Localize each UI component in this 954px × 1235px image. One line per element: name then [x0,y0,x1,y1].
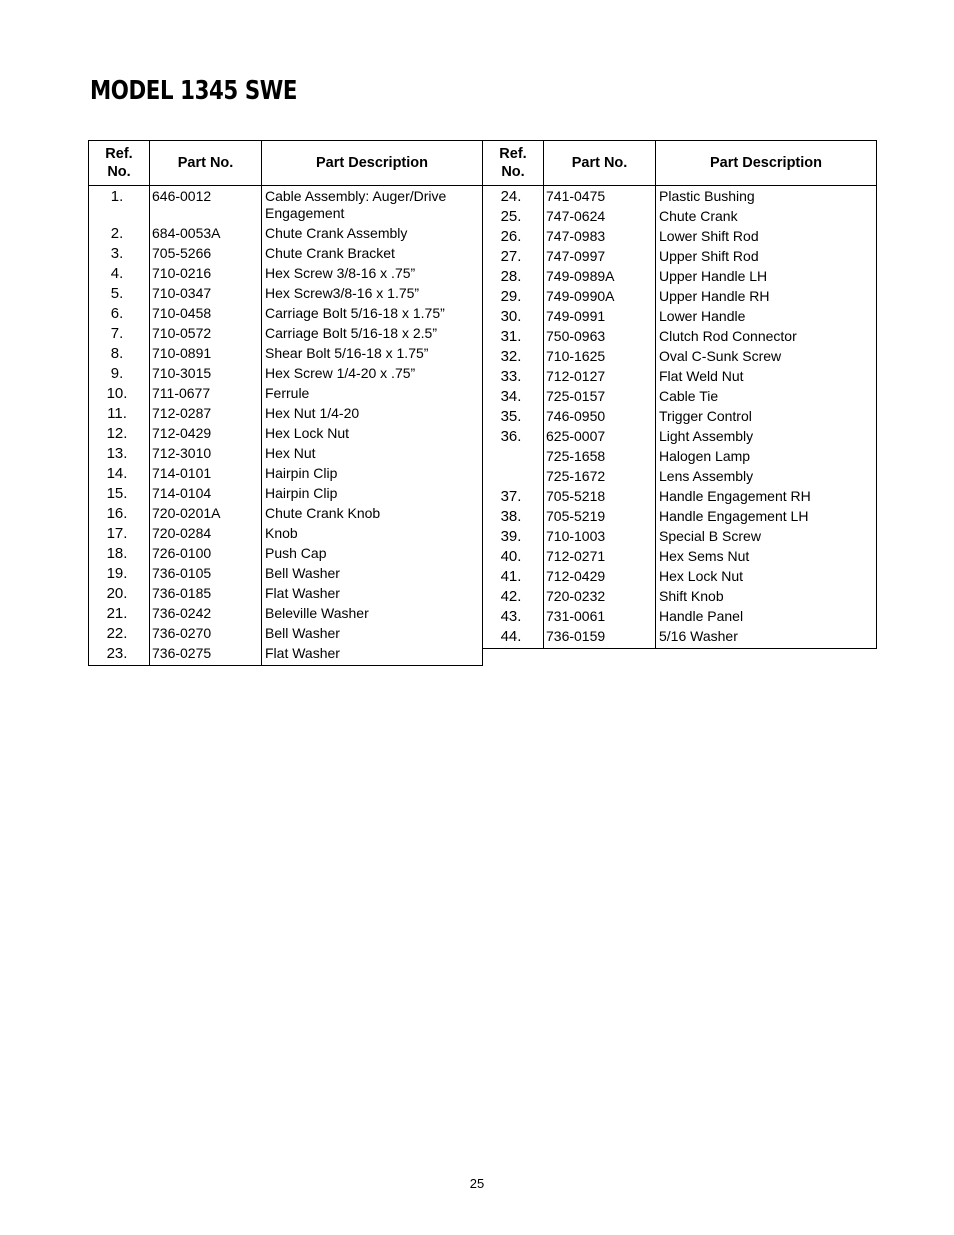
part-no-cell: 741-0475 [544,186,656,209]
part-description-cell: Hairpin Clip [262,465,483,485]
table-header-row [89,141,483,186]
part-no-cell: 625-0007 [544,428,656,448]
part-description-cell: Lower Handle [656,308,877,328]
table-row [89,465,483,485]
table-row [483,408,877,428]
ref-no-cell: 40. [483,548,544,568]
part-no-cell: 712-3010 [150,445,262,465]
ref-no-cell: 18. [89,545,150,565]
table-row [483,308,877,328]
ref-no-cell: 29. [483,288,544,308]
part-no-cell: 725-0157 [544,388,656,408]
table-row [89,225,483,245]
ref-no-cell: 16. [89,505,150,525]
part-no-cell: 712-0127 [544,368,656,388]
part-no-cell: 720-0201A [150,505,262,525]
table-row [89,405,483,425]
part-description-cell: Hex Screw 1/4-20 x .75” [262,365,483,385]
table-row [89,245,483,265]
part-description-cell: Trigger Control [656,408,877,428]
table-row [483,608,877,628]
part-no-cell: 736-0159 [544,628,656,649]
part-description-cell: Oval C-Sunk Screw [656,348,877,368]
table-row [89,305,483,325]
header-part-no: Part No. [150,141,262,186]
table-row [483,628,877,649]
part-no-cell: 705-5218 [544,488,656,508]
table-row [89,186,483,226]
parts-table-body [483,186,877,649]
part-description-cell: Flat Washer [262,585,483,605]
part-description-cell: Lower Shift Rod [656,228,877,248]
table-row [483,428,877,448]
part-no-cell: 705-5266 [150,245,262,265]
header-part-description: Part Description [656,141,877,186]
parts-table-right [482,140,877,649]
part-no-cell: 747-0624 [544,208,656,228]
ref-no-cell: 3. [89,245,150,265]
part-no-cell: 720-0232 [544,588,656,608]
part-no-cell: 714-0104 [150,485,262,505]
ref-no-cell: 7. [89,325,150,345]
part-description-cell: Push Cap [262,545,483,565]
part-description-cell: Light Assembly [656,428,877,448]
part-description-cell: Carriage Bolt 5/16-18 x 2.5” [262,325,483,345]
part-no-cell: 714-0101 [150,465,262,485]
part-no-cell: 750-0963 [544,328,656,348]
part-description-cell: Clutch Rod Connector [656,328,877,348]
ref-no-cell: 6. [89,305,150,325]
ref-no-cell: 41. [483,568,544,588]
part-no-cell: 705-5219 [544,508,656,528]
part-no-cell: 710-1003 [544,528,656,548]
part-no-cell: 736-0270 [150,625,262,645]
ref-no-cell: 36. [483,428,544,448]
part-no-cell: 731-0061 [544,608,656,628]
table-row [483,208,877,228]
table-row [483,268,877,288]
part-description-cell: Hex Screw 3/8-16 x .75” [262,265,483,285]
part-description-cell: Hex Nut 1/4-20 [262,405,483,425]
ref-no-cell: 13. [89,445,150,465]
ref-no-cell: 25. [483,208,544,228]
part-no-cell: 746-0950 [544,408,656,428]
part-description-cell: 5/16 Washer [656,628,877,649]
part-no-cell: 710-0458 [150,305,262,325]
ref-no-cell: 5. [89,285,150,305]
page-title: MODEL 1345 SWE [90,76,298,106]
part-no-cell: 736-0275 [150,645,262,666]
part-no-cell: 725-1672 [544,468,656,488]
part-description-cell: Chute Crank [656,208,877,228]
part-description-cell: Halogen Lamp [656,448,877,468]
parts-table-body [89,186,483,666]
ref-no-cell: 39. [483,528,544,548]
ref-no-cell: 42. [483,588,544,608]
part-description-cell: Cable Assembly: Auger/Drive Engagement [262,186,483,226]
header-part-no: Part No. [544,141,656,186]
part-no-cell: 749-0991 [544,308,656,328]
part-description-cell: Carriage Bolt 5/16-18 x 1.75” [262,305,483,325]
ref-no-cell: 31. [483,328,544,348]
table-row [483,568,877,588]
part-description-cell: Flat Washer [262,645,483,666]
part-no-cell: 749-0989A [544,268,656,288]
table-row [483,448,877,468]
part-no-cell: 736-0185 [150,585,262,605]
part-no-cell: 725-1658 [544,448,656,468]
ref-no-cell: 27. [483,248,544,268]
ref-no-cell: 33. [483,368,544,388]
table-row [89,325,483,345]
ref-no-cell: 35. [483,408,544,428]
table-row [483,508,877,528]
header-ref-no: Ref. No. [89,141,150,186]
table-row [89,445,483,465]
table-row [483,228,877,248]
table-row [89,385,483,405]
ref-no-cell: 30. [483,308,544,328]
part-no-cell: 726-0100 [150,545,262,565]
part-no-cell: 747-0983 [544,228,656,248]
part-description-cell: Cable Tie [656,388,877,408]
ref-no-cell: 26. [483,228,544,248]
part-description-cell: Chute Crank Assembly [262,225,483,245]
ref-no-cell: 23. [89,645,150,666]
ref-no-cell: 44. [483,628,544,649]
ref-no-cell: 15. [89,485,150,505]
part-description-cell: Hex Nut [262,445,483,465]
ref-no-cell: 34. [483,388,544,408]
part-no-cell: 646-0012 [150,186,262,226]
ref-no-cell: 9. [89,365,150,385]
table-row [89,605,483,625]
part-no-cell: 710-0216 [150,265,262,285]
ref-no-cell: 24. [483,186,544,209]
table-row [89,525,483,545]
part-description-cell: Handle Panel [656,608,877,628]
table-row [89,425,483,445]
part-no-cell: 747-0997 [544,248,656,268]
part-description-cell: Hex Sems Nut [656,548,877,568]
ref-no-cell: 14. [89,465,150,485]
part-description-cell: Hex Lock Nut [262,425,483,445]
part-description-cell: Special B Screw [656,528,877,548]
table-row [483,388,877,408]
part-no-cell: 712-0429 [150,425,262,445]
part-description-cell: Chute Crank Knob [262,505,483,525]
part-description-cell: Chute Crank Bracket [262,245,483,265]
table-row [483,468,877,488]
header-ref-no: Ref. No. [483,141,544,186]
ref-no-cell: 43. [483,608,544,628]
part-description-cell: Lens Assembly [656,468,877,488]
table-row [89,565,483,585]
ref-no-cell: 22. [89,625,150,645]
table-row [483,488,877,508]
table-row [483,248,877,268]
table-row [483,368,877,388]
part-no-cell: 710-0891 [150,345,262,365]
part-description-cell: Hex Lock Nut [656,568,877,588]
part-description-cell: Shift Knob [656,588,877,608]
part-no-cell: 736-0242 [150,605,262,625]
table-row [89,365,483,385]
part-description-cell: Upper Handle RH [656,288,877,308]
ref-no-cell [483,448,544,468]
ref-no-cell: 17. [89,525,150,545]
part-description-cell: Upper Shift Rod [656,248,877,268]
part-description-cell: Hairpin Clip [262,485,483,505]
ref-no-cell: 28. [483,268,544,288]
table-row [89,545,483,565]
ref-no-cell: 38. [483,508,544,528]
part-no-cell: 749-0990A [544,288,656,308]
part-description-cell: Handle Engagement LH [656,508,877,528]
ref-no-cell: 11. [89,405,150,425]
ref-no-cell: 1. [89,186,150,226]
part-description-cell: Bell Washer [262,565,483,585]
table-row [483,528,877,548]
part-description-cell: Knob [262,525,483,545]
part-description-cell: Shear Bolt 5/16-18 x 1.75” [262,345,483,365]
table-row [89,485,483,505]
ref-no-cell [483,468,544,488]
part-no-cell: 710-0572 [150,325,262,345]
part-description-cell: Ferrule [262,385,483,405]
part-description-cell: Bell Washer [262,625,483,645]
table-row [483,548,877,568]
ref-no-cell: 37. [483,488,544,508]
header-part-description: Part Description [262,141,483,186]
ref-no-cell: 32. [483,348,544,368]
part-description-cell: Upper Handle LH [656,268,877,288]
table-row [89,345,483,365]
part-no-cell: 720-0284 [150,525,262,545]
table-row [483,348,877,368]
part-no-cell: 712-0287 [150,405,262,425]
ref-no-cell: 2. [89,225,150,245]
table-row [89,505,483,525]
table-row [483,288,877,308]
part-description-cell: Hex Screw3/8-16 x 1.75” [262,285,483,305]
part-description-cell: Flat Weld Nut [656,368,877,388]
table-row [89,285,483,305]
part-no-cell: 736-0105 [150,565,262,585]
ref-no-cell: 19. [89,565,150,585]
table-row [89,265,483,285]
table-row [483,328,877,348]
part-description-cell: Handle Engagement RH [656,488,877,508]
table-row [483,588,877,608]
part-no-cell: 712-0271 [544,548,656,568]
part-description-cell: Beleville Washer [262,605,483,625]
ref-no-cell: 12. [89,425,150,445]
part-no-cell: 710-0347 [150,285,262,305]
parts-table-left [88,140,483,666]
ref-no-cell: 20. [89,585,150,605]
part-no-cell: 711-0677 [150,385,262,405]
part-no-cell: 710-3015 [150,365,262,385]
table-header-row [483,141,877,186]
table-row [483,186,877,209]
part-no-cell: 710-1625 [544,348,656,368]
part-no-cell: 712-0429 [544,568,656,588]
ref-no-cell: 8. [89,345,150,365]
table-row [89,645,483,666]
ref-no-cell: 4. [89,265,150,285]
part-description-cell: Plastic Bushing [656,186,877,209]
ref-no-cell: 10. [89,385,150,405]
table-row [89,625,483,645]
ref-no-cell: 21. [89,605,150,625]
table-row [89,585,483,605]
page-number: 25 [469,1176,485,1191]
part-no-cell: 684-0053A [150,225,262,245]
